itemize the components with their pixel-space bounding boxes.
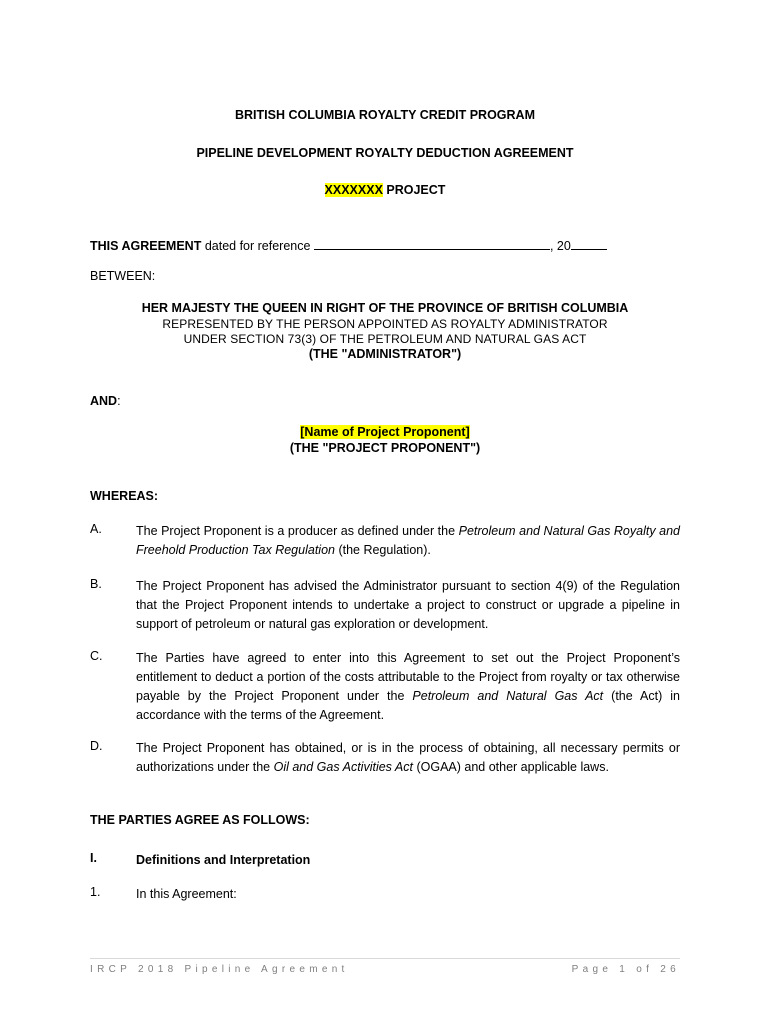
proponent-name-line [90,425,680,439]
and-line [90,394,680,408]
program-title: BRITISH COLUMBIA ROYALTY CREDIT PROGRAM [234,108,535,122]
recital-text: The Parties have agreed to enter into this Agreement to set out the Project Proponent’s entitlement to deduct a portion of the costs attributable to the Project from royalty or tax otherwise payable by the Project Proponent under the Petroleum and Natural Gas Act (the Act) in accordance with the terms of the Agreement. [136,651,680,722]
recital-letter: D. [90,739,103,753]
clause-number: 1. [90,885,101,899]
recital-letter: B. [90,577,102,591]
footer-divider [90,958,680,959]
admin-line-3: UNDER SECTION 73(3) OF THE PETROLEUM AND NATURAL GAS ACT [183,332,587,346]
footer-page-number: Page 1 of 26 [571,964,680,975]
footer-document-name: IRCP 2018 Pipeline Agreement [90,964,349,975]
parties-agree-heading: THE PARTIES AGREE AS FOLLOWS: [90,813,310,827]
project-placeholder: XXXXXXX [324,183,383,197]
recital-letter: C. [90,649,103,663]
and-colon: : [117,394,121,408]
admin-line-2: REPRESENTED BY THE PERSON APPOINTED AS ROYALTY ADMINISTRATOR [162,317,608,331]
recital-text: The Project Proponent is a producer as defined under the Petroleum and Natural Gas Royalty and Freehold Production Tax Regulation (the Regulation). [136,524,680,557]
admin-line-1: HER MAJESTY THE QUEEN IN RIGHT OF THE PROVINCE OF BRITISH COLUMBIA [141,301,629,315]
agreement-label: THIS AGREEMENT [90,239,202,253]
recital-text: The Project Proponent has obtained, or is in the process of obtaining, all necessary permits or authorizations under the Oil and Gas Activities Act (OGAA) and other applicable laws. [136,741,680,774]
project-title [90,183,680,197]
between-label: BETWEEN: [90,269,156,283]
project-suffix: PROJECT [382,183,446,197]
clause-text: In this Agreement: [136,887,237,901]
recital-text: The Project Proponent has advised the Administrator pursuant to section 4(9) of the Regulation that the Project Proponent intends to undertake a project to construct or upgrade a pipeline in support of petroleum or natural gas exploration or development. [136,579,680,631]
agreement-title: PIPELINE DEVELOPMENT ROYALTY DEDUCTION AGREEMENT [196,146,574,160]
dated-text: dated for reference [201,239,314,253]
date-blank [314,237,550,250]
year-blank [571,237,607,250]
agreement-date-line [90,237,680,253]
recital-letter: A. [90,522,102,536]
year-prefix: , 20 [549,239,571,253]
section-title: Definitions and Interpretation [136,853,311,867]
whereas-label: WHEREAS: [90,489,159,503]
admin-line-4: (THE "ADMINISTRATOR") [308,347,462,361]
proponent-name-placeholder: [Name of Project Proponent] [300,425,470,439]
and-label: AND [90,394,118,408]
section-number: I. [90,851,97,865]
proponent-label: (THE "PROJECT PROPONENT") [289,441,481,455]
